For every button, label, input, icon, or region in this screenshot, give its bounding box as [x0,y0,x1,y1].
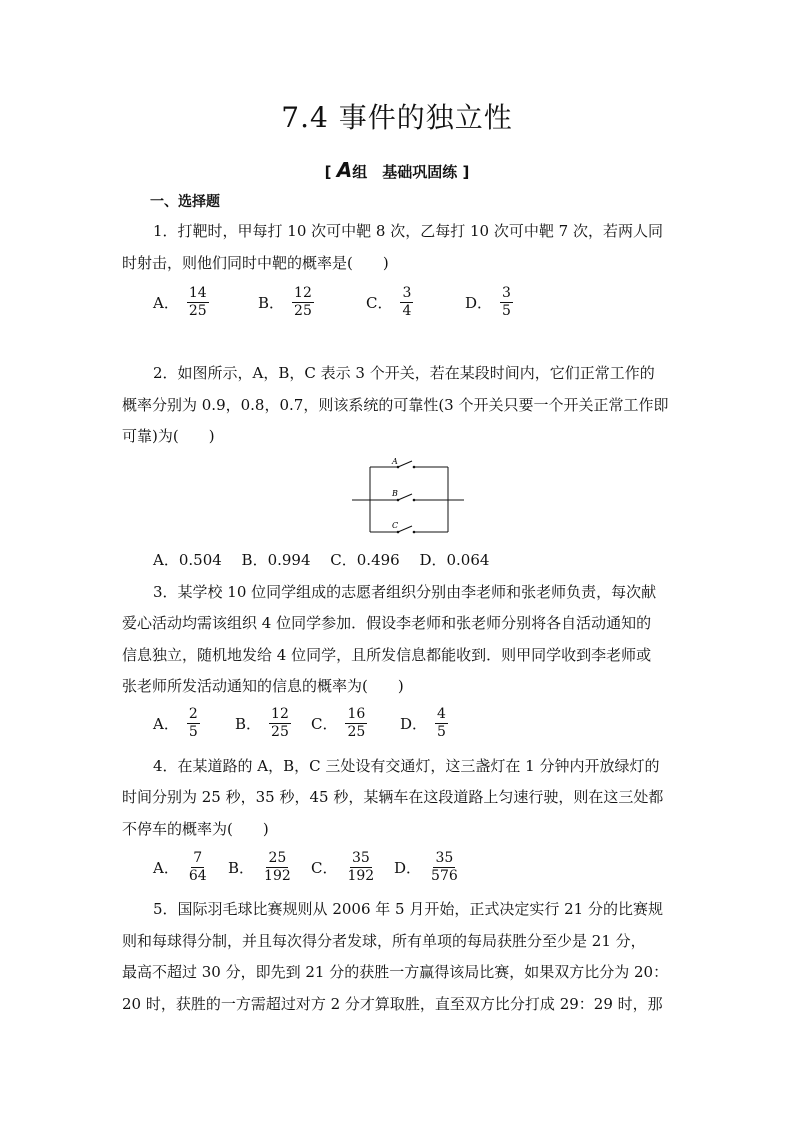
q1-line-1: 1．打靶时，甲每打 10 次可中靶 8 次，乙每打 10 次可中靶 7 次，若两人同 [153,222,663,240]
option-fraction: $\frac{2}{5}$ [188,706,198,740]
option-label: C． [311,859,338,877]
switch-a-contact [397,466,400,469]
q3-line-1: 3．某学校 10 位同学组成的志愿者组织分别由李老师和张老师负责，每次献 [153,583,657,601]
option-fraction: $\frac{25}{192}$ [264,850,291,884]
q4-option-a[interactable] [153,850,209,885]
q4-option-c[interactable] [311,850,376,885]
q1-option-a[interactable] [153,285,209,320]
q1-option-b[interactable] [258,285,314,320]
q5-line-2: 则和每球得分制，并且每次得分者发球，所有单项的每局获胜分至少是 21 分， [122,932,646,950]
option-fraction: $\frac{4}{5}$ [437,706,446,740]
q1-option-c[interactable] [366,285,413,320]
option-label: B． [258,294,285,312]
q5-line-3: 最高不超过 30 分，即先到 21 分的获胜一方赢得该局比赛，如果双方比分为 20： [122,963,669,981]
q4-line-2: 时间分别为 25 秒，35 秒，45 秒，某辆车在这段道路上匀速行驶，则在这三处都 [122,788,664,806]
group-label: 组 基础巩固练 [352,163,458,181]
q3-option-d[interactable] [400,706,448,741]
option-label: B． [228,859,255,877]
option-fraction: $\frac{3}{4}$ [402,285,412,319]
bracket-open: [ [324,163,332,181]
switch-label-c: C [392,521,399,530]
option-fraction: $\frac{12}{25}$ [294,285,312,319]
page-title: 7.4 事件的独立性 [281,101,513,134]
option-fraction: $\frac{12}{25}$ [271,706,289,740]
q3-option-a[interactable] [153,706,200,741]
option-fraction: $\frac{16}{25}$ [347,706,366,740]
option-label: C． [366,294,393,312]
switch-label-a: A [392,457,398,466]
q5-line-4: 20 时，获胜的一方需超过对方 2 分才算取胜，直至双方比分打成 29：29 时，那 [122,995,663,1013]
q5-line-1: 5．国际羽毛球比赛规则从 2006 年 5 月开始，正式决定实行 21 分的比赛规 [153,900,663,918]
section-heading: 一、选择题 [150,194,220,210]
q2-line-2: 概率分别为 0.9，0.8，0.7，则该系统的可靠性(3 个开关只要一个开关正常工作即 [122,396,669,414]
option-fraction: $\frac{35}{192}$ [347,850,375,884]
q1-option-d[interactable] [465,285,513,320]
q1-line-2: 时射击，则他们同时中靶的概率是( ) [122,254,389,272]
option-fraction: $\frac{3}{5}$ [502,285,511,319]
q2-options[interactable]: A．0.504 B．0.994 C．0.496 D．0.064 [153,551,490,569]
bracket-close: ] [462,163,470,181]
option-label: D． [465,294,493,312]
q4-option-b[interactable] [228,850,293,885]
switch-label-b: B [392,489,398,498]
q3-line-2: 爱心活动均需该组织 4 位同学参加．假设李老师和张老师分别将各自活动通知的 [122,614,652,632]
q4-option-d[interactable] [394,850,460,885]
option-label: D． [394,859,422,877]
switch-c-contact [397,531,400,534]
q2-line-3: 可靠)为( ) [122,427,215,445]
q3-option-c[interactable] [311,706,367,741]
option-label: A． [153,294,179,312]
option-label: A． [153,859,179,877]
option-fraction: $\frac{7}{64}$ [188,850,207,884]
option-label: D． [400,715,428,733]
switch-b-contact [397,499,400,502]
group-heading [0,158,794,182]
option-fraction: $\frac{14}{25}$ [188,285,207,319]
q4-line-3: 不停车的概率为( ) [122,820,269,838]
option-label: B． [235,715,262,733]
q4-line-1: 4．在某道路的 A，B，C 三处设有交通灯，这三盏灯在 1 分钟内开放绿灯的 [153,757,660,775]
q3-option-b[interactable] [235,706,291,741]
switch-circuit-diagram [352,455,464,535]
option-label: C． [311,715,338,733]
q3-line-4: 张老师所发活动通知的信息的概率为( ) [122,677,404,695]
option-fraction: $\frac{35}{576}$ [431,850,458,884]
group-letter: A [336,158,353,182]
option-label: A． [153,715,179,733]
q3-line-3: 信息独立，随机地发给 4 位同学，且所发信息都能收到．则甲同学收到李老师或 [122,646,652,664]
q2-line-1: 2．如图所示，A，B，C 表示 3 个开关，若在某段时间内，它们正常工作的 [153,364,655,382]
